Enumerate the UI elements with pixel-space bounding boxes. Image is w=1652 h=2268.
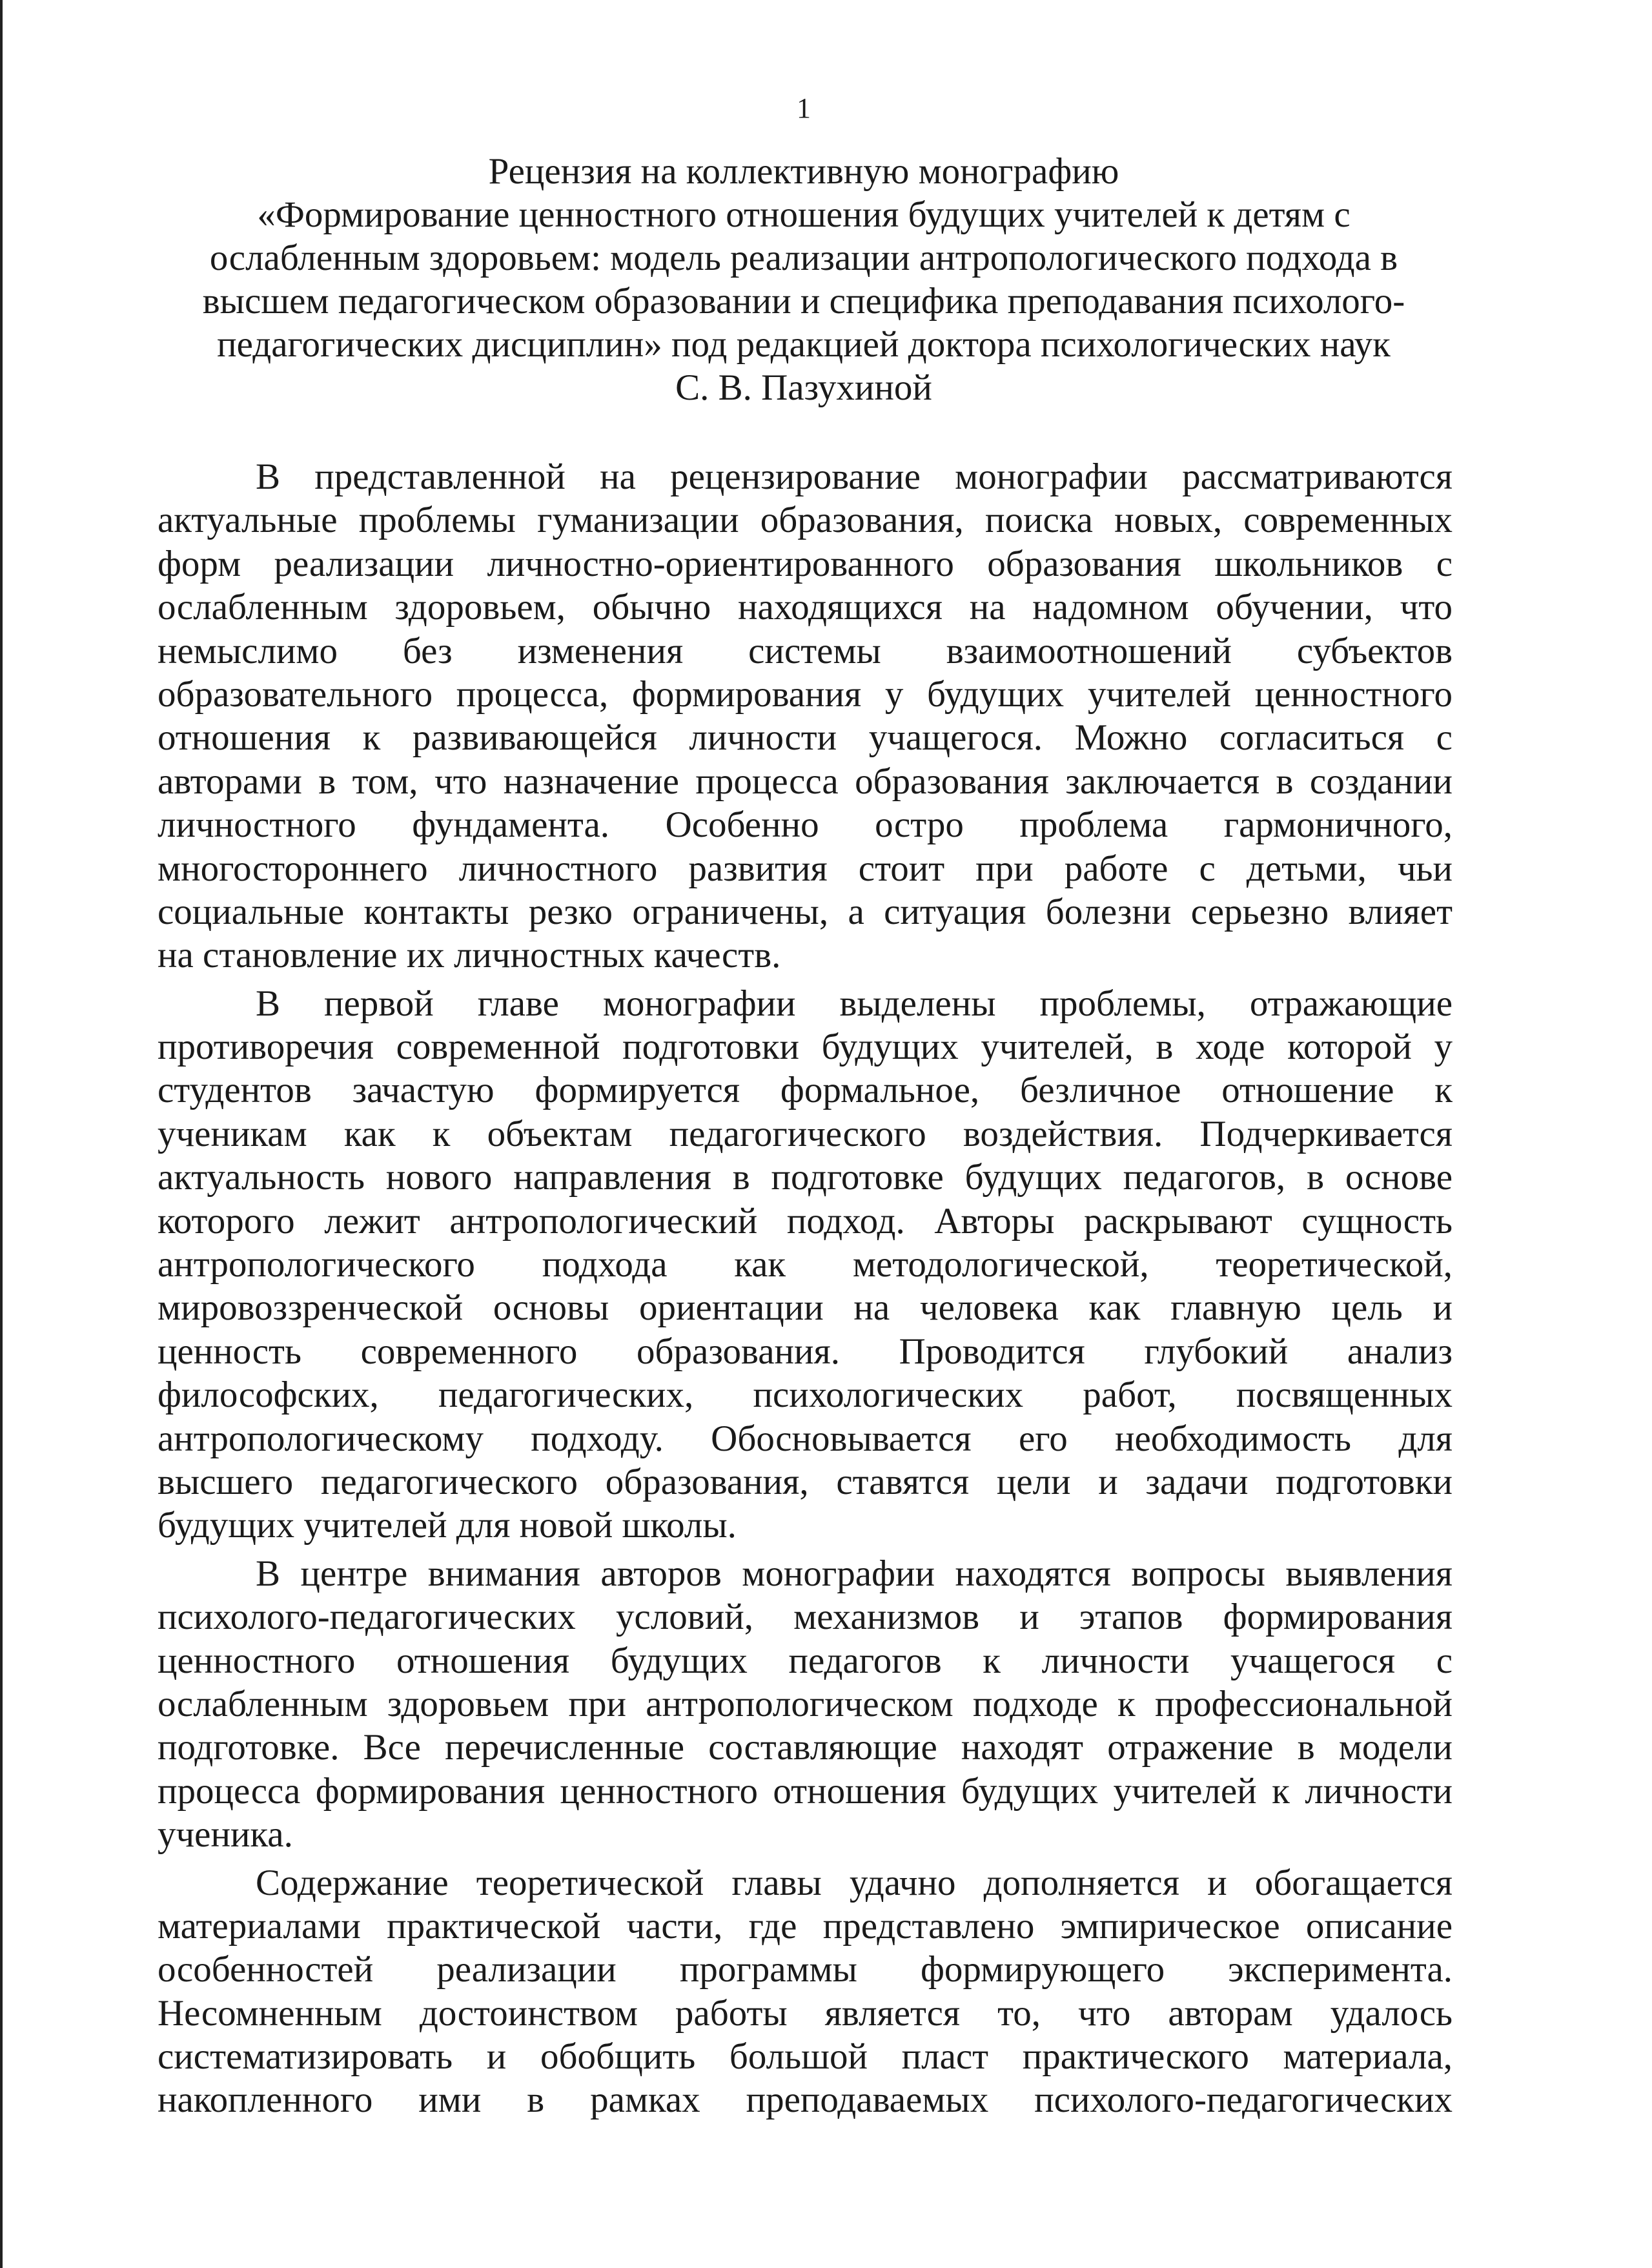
paragraph-line: социальные контакты резко ограничены, а ситуация болезни серьезно влияет [158,891,1453,932]
paragraph-line: материалами практической части, где представлено эмпирическое описание [158,1905,1453,1946]
paragraph-line: ценность современного образования. Проводится глубокий анализ [158,1331,1453,1372]
paragraph-line: Несомненным достоинством работы является то, что авторам удалось [158,1992,1453,2034]
paragraph [158,982,1453,1548]
paragraph-line: ученикам как к объектам педагогического воздействия. Подчеркивается [158,1113,1453,1154]
title-line: «Формирование ценностного отношения будущих учителей к детям с [257,194,1351,235]
paragraph-line: подготовке. Все перечисленные составляющие находят отражение в модели [158,1727,1453,1768]
paragraph-line: В представленной на рецензирование монографии рассматриваются [256,456,1453,497]
paragraph-line: немыслимо без изменения системы взаимоотношений субъектов [158,630,1453,671]
paragraph-line: авторами в том, что назначение процесса образования заключается в создании [158,761,1453,802]
paragraph [158,455,1453,977]
paragraph-line: антропологического подхода как методологической, теоретической, [158,1244,1453,1285]
paragraph-line: Содержание теоретической главы удачно дополняется и обогащается [256,1862,1453,1903]
paragraph-line: особенностей реализации программы формирующего эксперимента. [158,1949,1453,1990]
paragraph-line: ценностного отношения будущих педагогов к личности учащегося с [158,1640,1453,1681]
paragraph-line: образовательного процесса, формирования у будущих учителей ценностного [158,673,1453,715]
title-line: С. В. Пазухиной [675,367,932,408]
title-line: педагогических дисциплин» под редакцией доктора психологических наук [217,324,1391,365]
paragraph-line: на становление их личностных качеств. [158,935,781,976]
paragraph-line: студентов зачастую формируется формальное, безличное отношение к [158,1070,1453,1111]
title-line: Рецензия на коллективную монографию [488,151,1119,192]
paragraph-line: личностного фундамента. Особенно остро проблема гармоничного, [158,804,1453,846]
paragraph-line: накопленного ими в рамках преподаваемых психолого-педагогических [158,2079,1453,2121]
review-body [158,455,1453,2123]
paragraph-line: актуальность нового направления в подготовке будущих педагогов, в основе [158,1157,1453,1198]
paragraph-line: ученика. [158,1814,293,1855]
paragraph-line: будущих учителей для новой школы. [158,1505,737,1546]
paragraph-line: антропологическому подходу. Обосновывается его необходимость для [158,1418,1453,1459]
paragraph-line: отношения к развивающейся личности учащегося. Можно согласиться с [158,717,1453,759]
review-title [155,150,1453,409]
paragraph-line: мировоззренческой основы ориентации на человека как главную цель и [158,1287,1453,1329]
paragraph-line: актуальные проблемы гуманизации образования, поиска новых, современных [158,500,1453,541]
title-line: высшем педагогическом образовании и специфика преподавания психолого- [202,281,1405,322]
paragraph-line: форм реализации личностно-ориентированного образования школьников с [158,543,1453,584]
paragraph-line: многостороннего личностного развития стоит при работе с детьми, чьи [158,848,1453,889]
page-number: 1 [797,92,811,124]
paragraph-line: высшего педагогического образования, ставятся цели и задачи подготовки [158,1461,1453,1502]
paragraph-line: систематизировать и обобщить большой пласт практического материала, [158,2036,1453,2078]
paragraph [158,1861,1453,2122]
paragraph-line: философских, педагогических, психологических работ, посвященных [158,1374,1453,1416]
paragraph-line: процесса формирования ценностного отношения будущих учителей к личности [158,1770,1453,1812]
paragraph-line: В первой главе монографии выделены проблемы, отражающие [256,983,1453,1024]
scan-edge [0,0,3,2268]
paragraph-line: ослабленным здоровьем, обычно находящихся на надомном обучении, что [158,587,1453,628]
paragraph-line: противоречия современной подготовки будущих учителей, в ходе которой у [158,1027,1453,1068]
paragraph-line: которого лежит антропологический подход. Авторы раскрывают сущность [158,1200,1453,1241]
title-line: ослабленным здоровьем: модель реализации антропологического подхода в [209,238,1398,278]
paragraph-line: ослабленным здоровьем при антропологическом подходе к профессиональной [158,1683,1453,1724]
paragraph-line: В центре внимания авторов монографии находятся вопросы выявления [256,1553,1453,1594]
paragraph-line: психолого-педагогических условий, механизмов и этапов формирования [158,1597,1453,1638]
paragraph [158,1552,1453,1857]
